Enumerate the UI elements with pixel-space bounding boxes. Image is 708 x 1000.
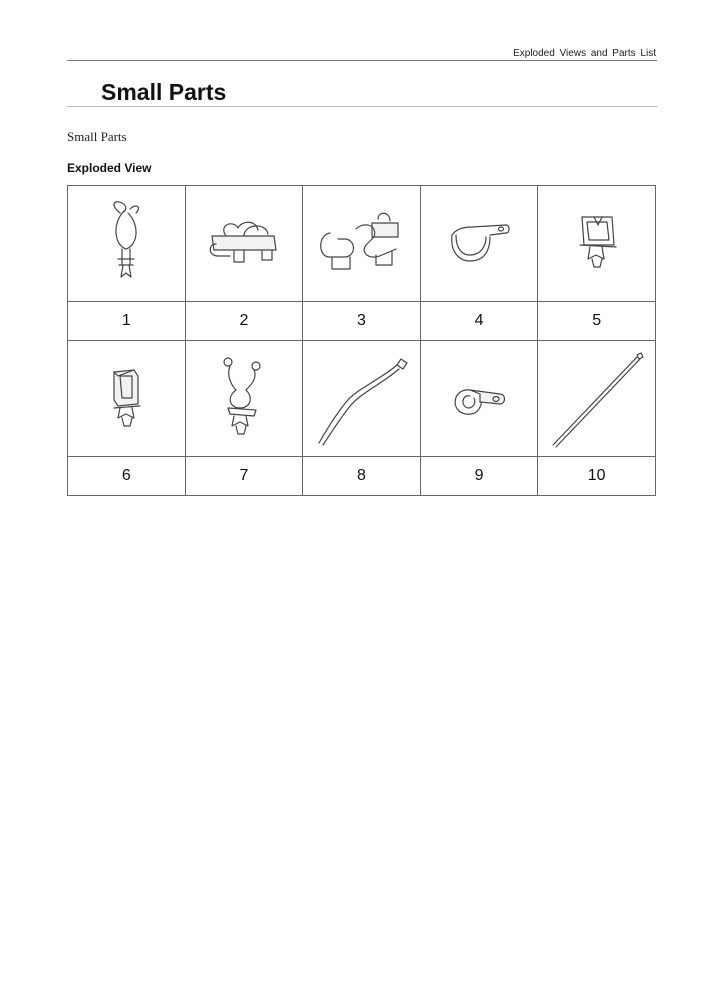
part-cell-6: [68, 341, 186, 457]
header-rule: [67, 60, 657, 61]
part-cell-9: [420, 341, 538, 457]
part-cell-4: [420, 186, 538, 302]
cable-mount-clip-icon: [104, 364, 148, 434]
part-cell-3: [303, 186, 421, 302]
parts-number-row: [68, 302, 656, 341]
part-cell-2: [185, 186, 303, 302]
parts-image-row: [68, 341, 656, 457]
double-hose-clamp-icon: [204, 214, 284, 274]
part-cell-1: [68, 186, 186, 302]
part-number-8: 8: [303, 457, 421, 496]
part-number-7: 7: [185, 457, 303, 496]
square-cable-holder-icon: [572, 209, 622, 279]
part-cell-8: [303, 341, 421, 457]
page-subtitle: Small Parts: [67, 129, 127, 144]
section-heading: Exploded View: [67, 161, 152, 175]
band-clamp-icon: [444, 219, 514, 269]
cable-tie-long-icon: [547, 349, 647, 449]
part-cell-10: [538, 341, 656, 457]
push-mount-loop-clip-icon: [214, 354, 274, 444]
part-cell-7: [185, 341, 303, 457]
part-number-2: 2: [185, 302, 303, 341]
triple-hose-clip-icon: [316, 209, 406, 279]
part-number-4: 4: [420, 302, 538, 341]
part-cell-5: [538, 186, 656, 302]
wire-loop-clip-icon: [106, 199, 146, 289]
cable-tie-icon: [311, 349, 411, 449]
parts-image-row: [68, 186, 656, 302]
parts-number-row: [68, 457, 656, 496]
p-clip-icon: [444, 374, 514, 424]
part-number-9: 9: [420, 457, 538, 496]
part-number-1: 1: [68, 302, 186, 341]
page-title: Small Parts: [101, 79, 227, 105]
part-number-10: 10: [538, 457, 656, 496]
part-number-5: 5: [538, 302, 656, 341]
parts-grid: [67, 185, 656, 496]
part-number-3: 3: [303, 302, 421, 341]
running-header: Exploded Views and Parts List: [513, 48, 656, 59]
title-rule: [67, 106, 657, 107]
part-number-6: 6: [68, 457, 186, 496]
